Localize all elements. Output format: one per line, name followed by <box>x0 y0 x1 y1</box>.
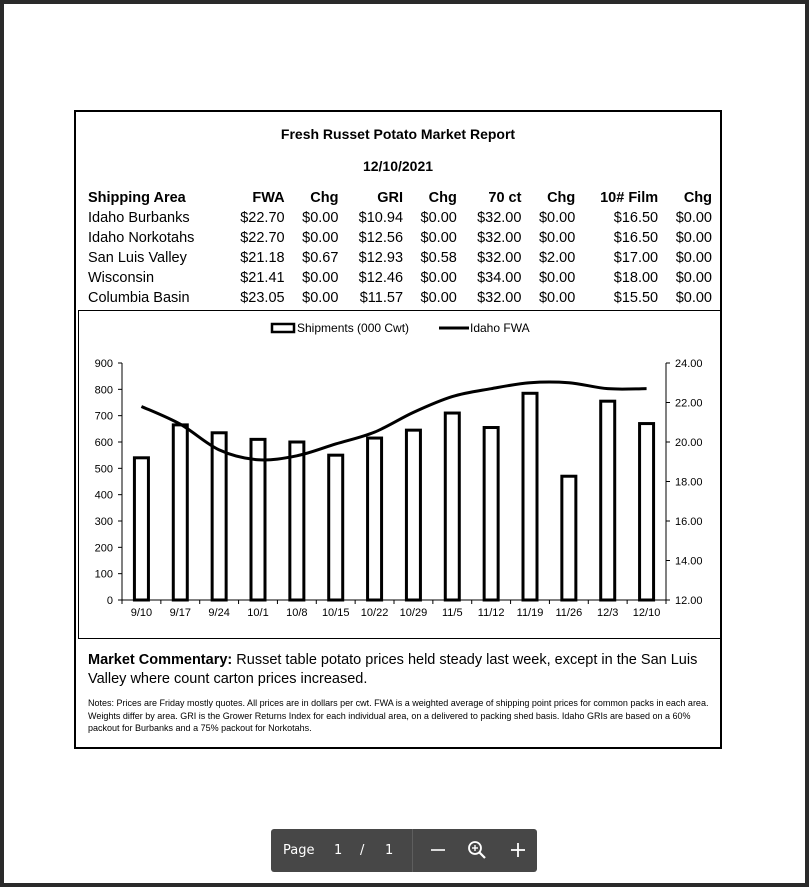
table-cell: $32.00 <box>477 250 522 266</box>
table-cell: $0.00 <box>538 270 576 286</box>
shipments-bar <box>212 433 226 600</box>
pdf-viewer <box>4 4 805 883</box>
col-header: Chg <box>428 190 457 206</box>
col-header: Chg <box>683 190 712 206</box>
table-cell: $34.00 <box>477 270 522 286</box>
y-left-tick-label: 100 <box>94 568 113 581</box>
report-notes: Notes: Prices are Friday mostly quotes. All prices are in dollars per cwt. FWA is a weighted average of shipping point prices for common packs in each area. Weights differ by area. GRI is the Grower Returns Index for each individual area, on a delivered to packing shed basis. Idaho GRIs are based on a 60% packout for Burbanks and a 75% packout for Norkotahs. <box>88 698 709 733</box>
x-tick-label: 9/24 <box>208 607 230 619</box>
table-cell: $0.00 <box>538 230 576 246</box>
x-tick-label: 10/8 <box>286 607 308 619</box>
table-cell: $0.00 <box>302 290 339 306</box>
legend-shipments-label: Shipments (000 Cwt) <box>297 321 410 335</box>
table-cell: $0.00 <box>302 230 339 246</box>
col-header: 10# Film <box>600 190 659 206</box>
y-right-tick-label: 16.00 <box>675 516 703 528</box>
table-cell: $22.70 <box>240 210 285 226</box>
x-tick-label: 11/26 <box>555 607 583 619</box>
page-label: Page <box>283 843 315 858</box>
shipments-bar <box>368 438 382 600</box>
x-tick-label: 10/15 <box>321 607 350 619</box>
y-left-tick-label: 300 <box>94 516 113 528</box>
table-cell: $0.00 <box>420 230 457 246</box>
table-cell: $21.18 <box>240 250 285 266</box>
y-left-tick-label: 900 <box>94 358 113 370</box>
table-row <box>86 268 714 288</box>
col-header: 70 ct <box>488 190 522 206</box>
table-cell: $0.00 <box>675 230 712 246</box>
table-cell: $0.58 <box>420 250 457 266</box>
page-total: 1 <box>385 843 394 858</box>
table-row <box>86 228 714 248</box>
report-title: Fresh Russet Potato Market Report <box>280 126 516 142</box>
table-cell: $32.00 <box>477 290 522 306</box>
y-right-tick-label: 20.00 <box>675 437 703 449</box>
x-tick-label: 11/19 <box>516 607 544 619</box>
table-cell: $32.00 <box>477 210 522 226</box>
table-cell: Idaho Burbanks <box>88 210 190 226</box>
col-header: Shipping Area <box>88 190 186 206</box>
shipments-bar <box>134 458 148 600</box>
x-tick-label: 10/1 <box>247 607 269 619</box>
table-cell: $12.93 <box>358 250 404 266</box>
shipments-bar <box>173 425 187 600</box>
y-right-tick-label: 12.00 <box>675 595 703 607</box>
col-header: Chg <box>310 190 339 206</box>
table-cell: $0.00 <box>420 290 457 306</box>
table-cell: $12.46 <box>358 270 404 286</box>
page-separator: / <box>360 843 365 858</box>
y-right-tick-label: 24.00 <box>675 358 703 370</box>
y-right-tick-label: 22.00 <box>675 397 703 410</box>
col-header: FWA <box>252 190 285 206</box>
shipments-bar <box>445 413 459 600</box>
toolbar-divider <box>412 829 413 872</box>
shipments-bar <box>251 439 265 600</box>
legend-fwa-label: Idaho FWA <box>470 321 530 335</box>
table-header-row <box>86 188 714 208</box>
x-tick-label: 9/17 <box>169 607 191 619</box>
table-cell: $10.94 <box>358 210 404 226</box>
table-cell: $12.56 <box>358 230 404 246</box>
x-tick-label: 12/10 <box>632 607 661 619</box>
table-cell: $0.00 <box>538 210 576 226</box>
table-cell: $16.50 <box>613 210 659 226</box>
table-cell: $18.00 <box>613 270 659 286</box>
table-cell: Wisconsin <box>88 270 155 286</box>
x-tick-label: 10/22 <box>360 607 389 619</box>
report-page <box>74 110 722 749</box>
zoom-in-button[interactable] <box>504 836 532 864</box>
commentary-text: Russet table potato prices held steady last week, except in the San Luis Valley where count carton prices increased. <box>88 652 698 687</box>
y-left-tick-label: 200 <box>94 542 113 555</box>
x-tick-label: 11/12 <box>477 607 505 619</box>
col-header: GRI <box>377 190 404 206</box>
table-cell: $17.00 <box>613 250 659 266</box>
idaho-fwa-line <box>141 382 646 460</box>
shipments-chart <box>78 310 722 639</box>
plus-icon <box>504 836 532 864</box>
y-left-tick-label: 0 <box>106 595 113 607</box>
table-cell: $0.00 <box>302 210 339 226</box>
table-cell: San Luis Valley <box>88 250 187 266</box>
x-tick-label: 10/29 <box>399 607 428 619</box>
y-left-tick-label: 700 <box>94 410 113 423</box>
page-current-input[interactable]: 1 <box>334 843 343 858</box>
col-header: Chg <box>547 190 576 206</box>
table-cell: $23.05 <box>240 290 285 306</box>
table-cell: $0.00 <box>420 210 457 226</box>
table-cell: $22.70 <box>240 230 285 246</box>
chart-svg <box>79 311 721 638</box>
table-cell: $0.00 <box>302 270 339 286</box>
x-tick-label: 11/5 <box>441 607 463 619</box>
minus-icon <box>424 836 452 864</box>
y-left-tick-label: 500 <box>94 463 113 476</box>
shipments-bar <box>562 476 576 600</box>
zoom-magnifier-icon <box>463 836 491 864</box>
table-cell: $21.41 <box>240 270 285 286</box>
zoom-fit-button[interactable] <box>463 836 491 864</box>
table-cell: Idaho Norkotahs <box>88 230 195 246</box>
price-table <box>86 188 714 308</box>
y-right-tick-label: 18.00 <box>675 476 703 489</box>
table-cell: $32.00 <box>477 230 522 246</box>
shipments-bar <box>406 430 420 600</box>
y-left-tick-label: 800 <box>94 384 113 397</box>
shipments-bar <box>523 393 537 600</box>
table-row <box>86 208 714 228</box>
table-cell: $15.50 <box>613 290 659 306</box>
legend-shipments-swatch <box>272 324 294 332</box>
table-cell: $0.00 <box>420 270 457 286</box>
table-row <box>86 288 714 308</box>
pdf-toolbar <box>271 829 537 872</box>
table-cell: $2.00 <box>538 250 576 266</box>
y-right-tick-label: 14.00 <box>675 555 703 568</box>
shipments-bar <box>329 455 343 600</box>
report-date: 12/10/2021 <box>362 158 434 174</box>
table-cell: $11.57 <box>359 290 404 306</box>
x-tick-label: 12/3 <box>597 607 619 619</box>
shipments-bar <box>484 428 498 600</box>
table-cell: $0.00 <box>538 290 576 306</box>
market-commentary <box>88 651 716 689</box>
shipments-bar <box>290 442 304 600</box>
x-tick-label: 9/10 <box>130 607 153 619</box>
y-left-tick-label: 400 <box>94 489 113 502</box>
table-row <box>86 248 714 268</box>
zoom-out-button[interactable] <box>424 836 452 864</box>
table-cell: $16.50 <box>613 230 659 246</box>
table-cell: $0.00 <box>675 270 712 286</box>
shipments-bar <box>601 401 615 600</box>
table-cell: Columbia Basin <box>88 290 190 306</box>
y-left-tick-label: 600 <box>94 437 113 449</box>
commentary-label: Market Commentary: <box>88 652 233 668</box>
table-cell: $0.00 <box>675 210 712 226</box>
shipments-bar <box>640 424 654 600</box>
table-cell: $0.67 <box>302 250 339 266</box>
table-cell: $0.00 <box>675 250 712 266</box>
table-cell: $0.00 <box>675 290 712 306</box>
